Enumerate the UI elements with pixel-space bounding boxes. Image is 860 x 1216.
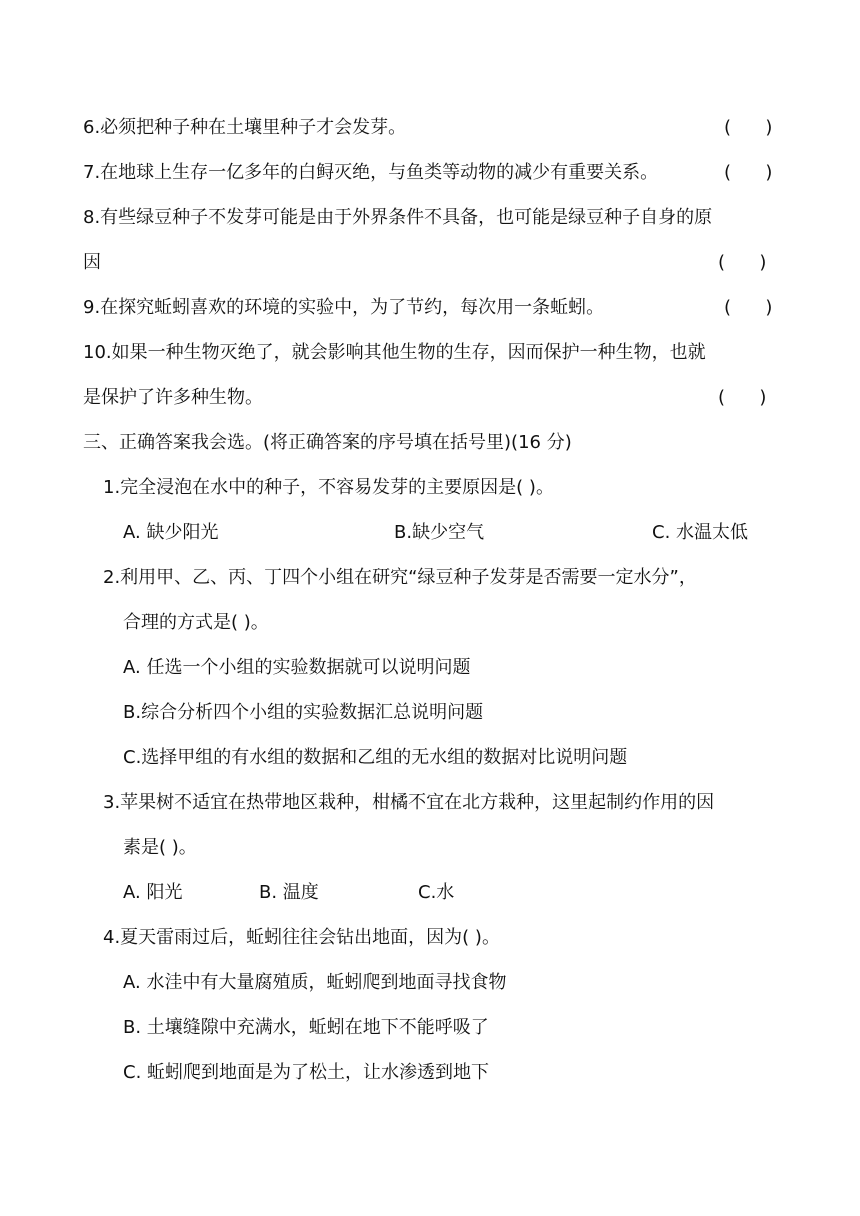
answer-paren-7[interactable]: ( ) [724,162,773,183]
answer-paren-9[interactable]: ( ) [724,297,773,318]
judge-item-6: 6.必须把种子种在土壤里种子才会发芽。 [83,117,407,138]
question-3-option-b[interactable]: B. 温度 [259,882,319,903]
answer-paren-10[interactable]: ( ) [718,387,767,408]
judge-item-8-cont: 因 [83,252,101,273]
answer-paren-8[interactable]: ( ) [718,252,767,273]
judge-item-10: 10.如果一种生物灭绝了，就会影响其他生物的生存，因而保护一种生物，也就 [83,342,706,363]
judge-item-9: 9.在探究蚯蚓喜欢的环境的实验中，为了节约，每次用一条蚯蚓。 [83,297,605,318]
answer-paren-6[interactable]: ( ) [724,117,773,138]
question-2-option-b[interactable]: B.综合分析四个小组的实验数据汇总说明问题 [123,702,484,723]
question-4-stem: 4.夏天雷雨过后，蚯蚓往往会钻出地面，因为( )。 [103,927,500,948]
question-4-option-a[interactable]: A. 水洼中有大量腐殖质，蚯蚓爬到地面寻找食物 [123,972,507,993]
question-4-option-b[interactable]: B. 土壤缝隙中充满水，蚯蚓在地下不能呼吸了 [123,1017,489,1038]
judge-item-8: 8.有些绿豆种子不发芽可能是由于外界条件不具备，也可能是绿豆种子自身的原 [83,207,713,228]
judge-item-10-cont: 是保护了许多种生物。 [83,387,263,408]
question-2-stem-cont: 合理的方式是( )。 [123,612,269,633]
question-3-option-c[interactable]: C.水 [418,882,455,903]
question-3-stem-cont: 素是( )。 [123,837,197,858]
question-3-stem: 3.苹果树不适宜在热带地区栽种，柑橘不宜在北方栽种，这里起制约作用的因 [103,792,715,813]
question-2-option-a[interactable]: A. 任选一个小组的实验数据就可以说明问题 [123,657,471,678]
question-1-option-a[interactable]: A. 缺少阳光 [123,522,219,543]
question-1-stem: 1.完全浸泡在水中的种子，不容易发芽的主要原因是( )。 [103,477,554,498]
section-heading: 三、正确答案我会选。(将正确答案的序号填在括号里)(16 分) [83,432,572,453]
question-2-option-c[interactable]: C.选择甲组的有水组的数据和乙组的无水组的数据对比说明问题 [123,747,628,768]
question-1-option-c[interactable]: C. 水温太低 [652,522,749,543]
question-3-option-a[interactable]: A. 阳光 [123,882,183,903]
question-2-stem: 2.利用甲、乙、丙、丁四个小组在研究“绿豆种子发芽是否需要一定水分”， [103,567,697,588]
question-4-option-c[interactable]: C. 蚯蚓爬到地面是为了松土，让水渗透到地下 [123,1062,490,1083]
question-1-option-b[interactable]: B.缺少空气 [394,522,485,543]
judge-item-7: 7.在地球上生存一亿多年的白鲟灭绝，与鱼类等动物的减少有重要关系。 [83,162,659,183]
